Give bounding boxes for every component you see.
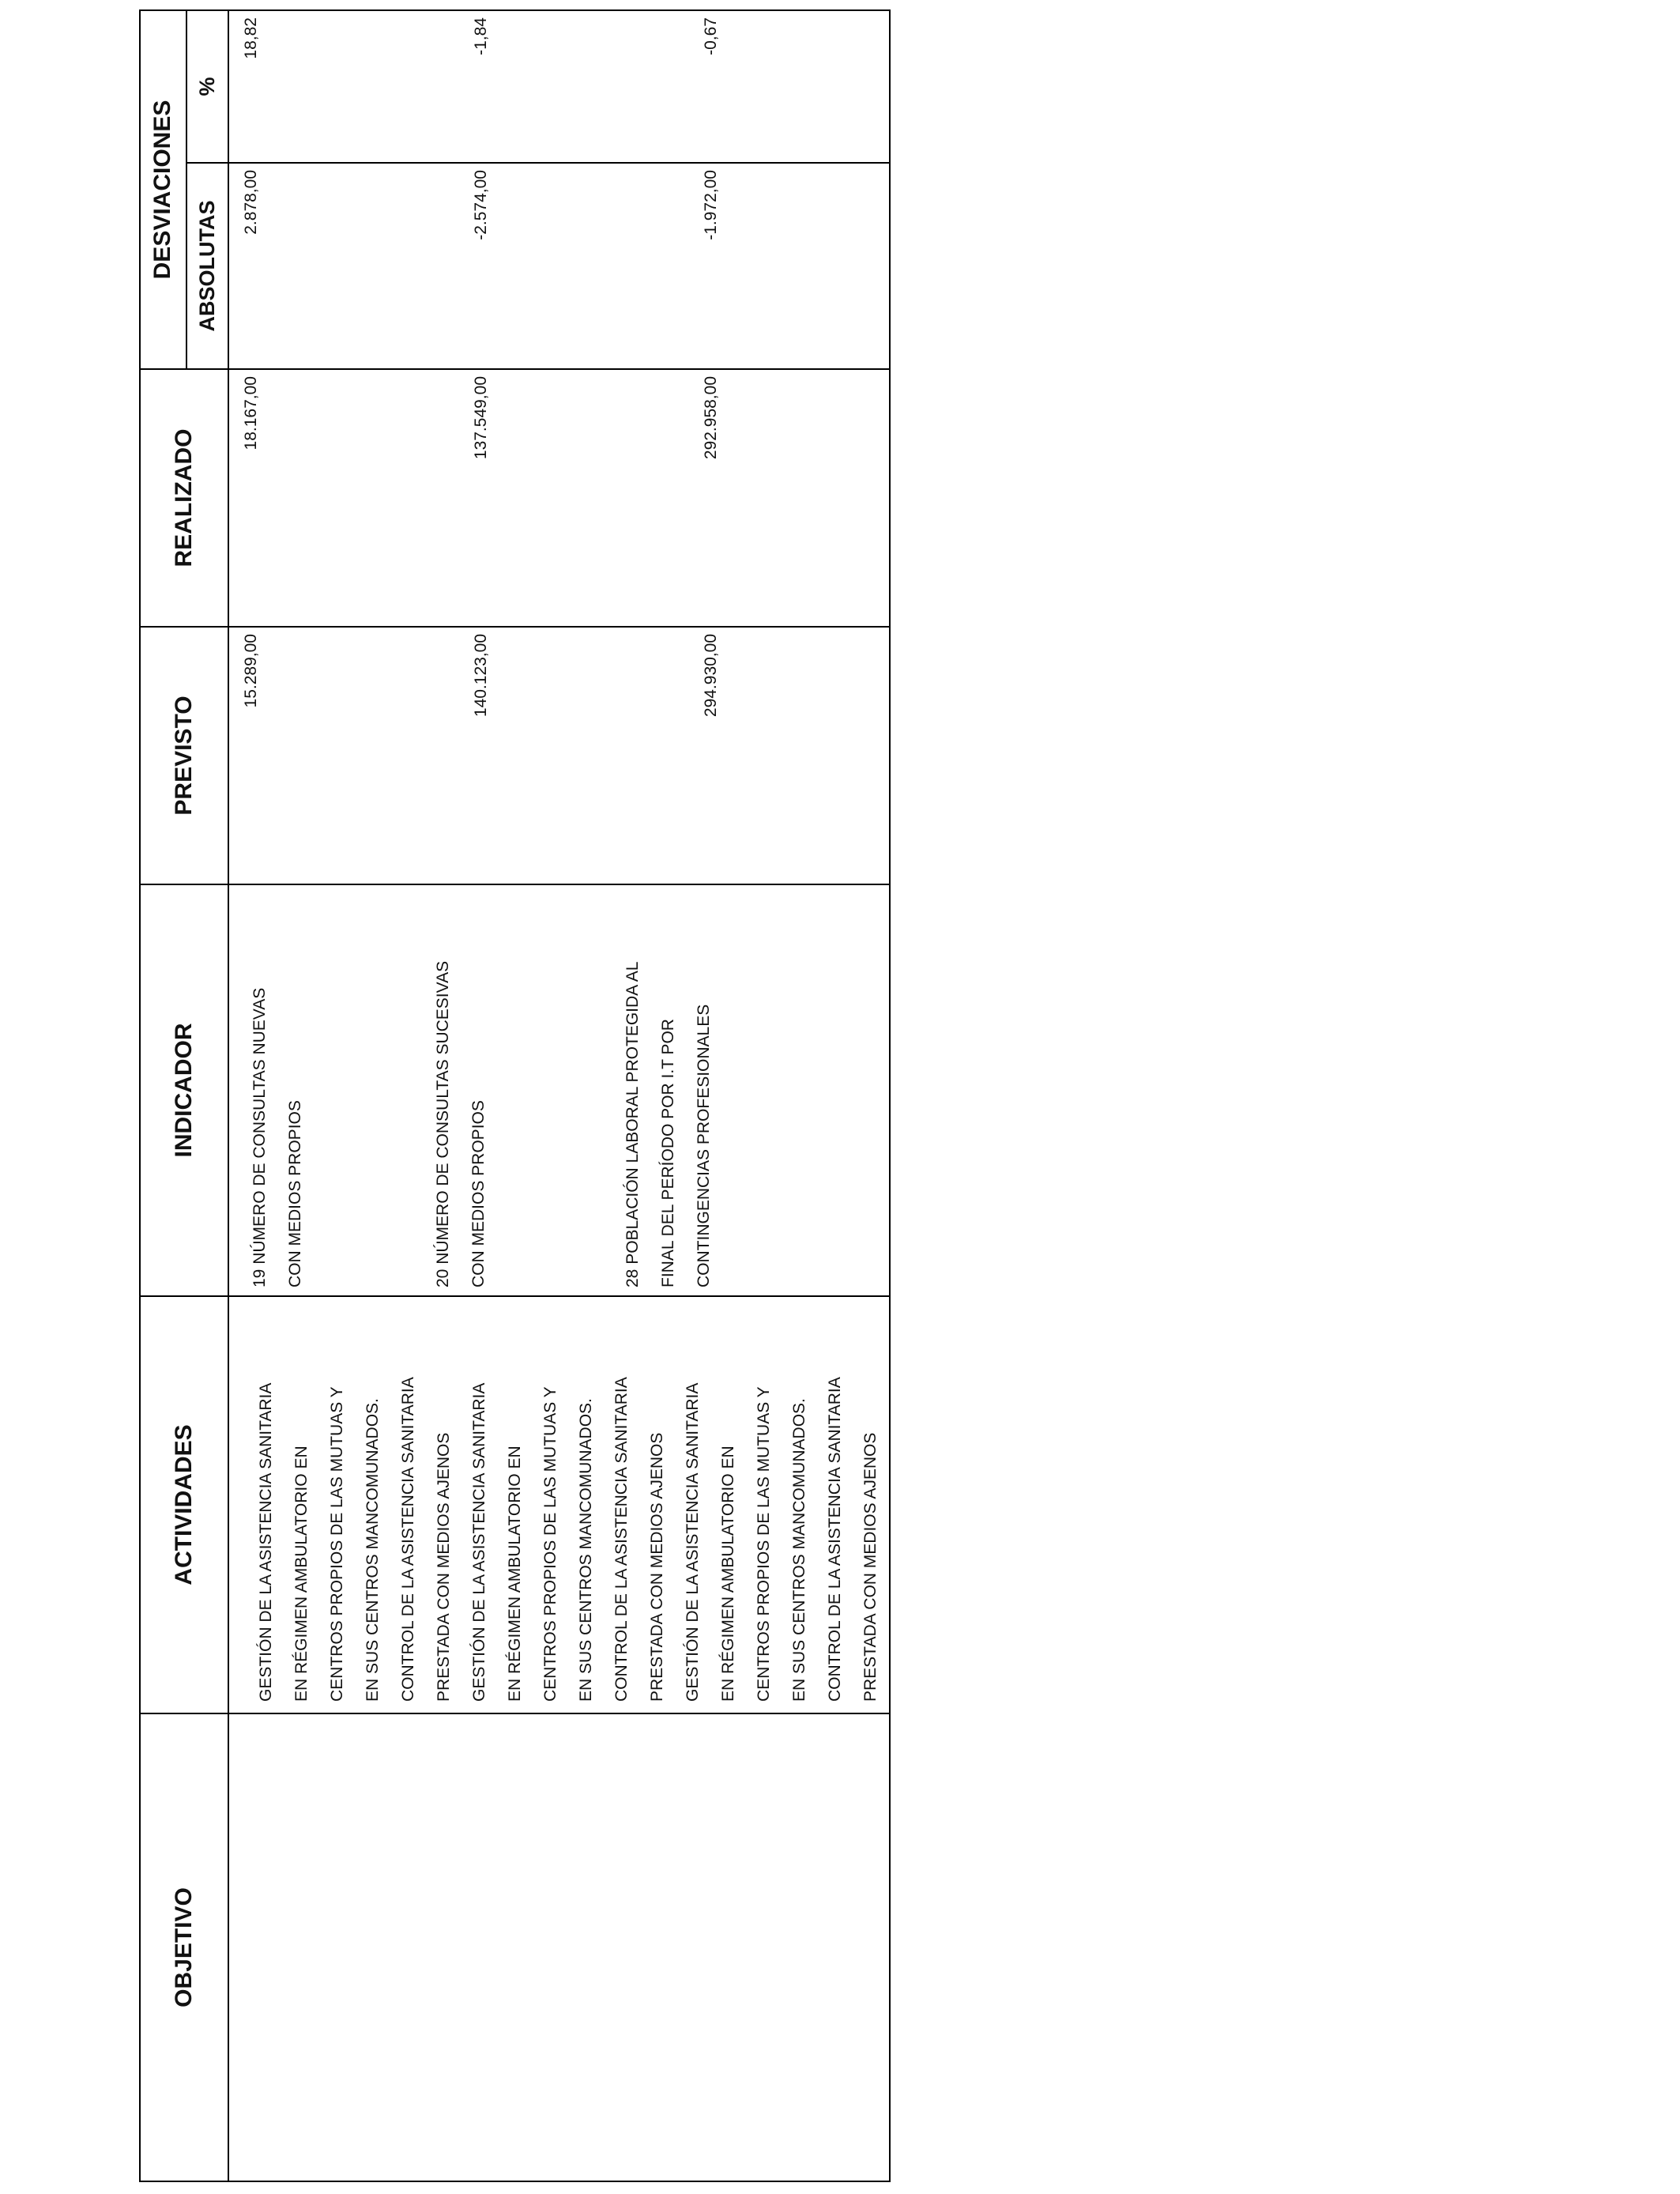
- previsto-19: 15.289,00: [228, 627, 459, 884]
- indicador-cell: [228, 884, 890, 1296]
- objetivo-cell: [228, 1713, 890, 2181]
- porcentaje-28: -0,67: [689, 10, 890, 163]
- absolutas-20: -2.574,00: [459, 163, 689, 369]
- previsto-28: 294.930,00: [689, 627, 890, 884]
- porcentaje-20: -1,84: [459, 10, 689, 163]
- previsto-20: 140.123,00: [459, 627, 689, 884]
- header-indicador: INDICADOR: [140, 884, 228, 1296]
- header-realizado: REALIZADO: [140, 369, 228, 627]
- porcentaje-19: 18,82: [228, 10, 459, 163]
- indicador-20: 20 NÚMERO DE CONSULTAS SUCESIVAS CON MEDIOS PROPIOS: [434, 960, 488, 1287]
- absolutas-19: 2.878,00: [228, 163, 459, 369]
- realizado-19: 18.167,00: [228, 369, 459, 627]
- header-actividades: ACTIVIDADES: [140, 1296, 228, 1713]
- absolutas-28: -1.972,00: [689, 163, 890, 369]
- header-desviaciones: DESVIACIONES: [140, 10, 186, 369]
- indicators-table-rotated: [139, 11, 891, 2182]
- realizado-20: 137.549,00: [459, 369, 689, 627]
- indicador-28: 28 POBLACIÓN LABORAL PROTEGIDA AL FINAL DEL PERÍODO POR I.T POR CONTINGENCIAS PROFESIONALES: [623, 961, 713, 1287]
- header-previsto: PREVISTO: [140, 627, 228, 884]
- realizado-28: 292.958,00: [689, 369, 890, 627]
- header-porcentaje: %: [186, 10, 228, 163]
- indicators-table: [139, 9, 891, 2182]
- header-absolutas: ABSOLUTAS: [186, 163, 228, 369]
- indicador-19: 19 NÚMERO DE CONSULTAS NUEVAS CON MEDIOS PROPIOS: [250, 987, 304, 1287]
- header-objetivo: OBJETIVO: [140, 1713, 228, 2181]
- actividades-cell: GESTIÓN DE LA ASISTENCIA SANITARIA EN RÉGIMEN AMBULATORIO EN CENTROS PROPIOS DE LAS MUTUAS Y EN SUS CENTROS MANCOMUNADOS. CONTROL DE LA ASISTENCIA SANITARIA PRESTADA CON MEDIOS AJENOS GESTIÓN DE LA ASISTENCIA SANITARIA EN RÉGIMEN AMBULATORIO EN CENTROS PROPIOS DE LAS MUTUAS Y EN SUS CENTROS MANCOMUNADOS. CONTROL DE LA ASISTENCIA SANITARIA PRESTADA CON MEDIOS AJENOS GESTIÓN DE LA ASISTENCIA SANITARIA EN RÉGIMEN AMBULATORIO EN CENTROS PROPIOS DE LAS MUTUAS Y EN SUS CENTROS MANCOMUNADOS. CONTROL DE LA ASISTENCIA SANITARIA PRESTADA CON MEDIOS AJENOS: [228, 1296, 890, 1713]
